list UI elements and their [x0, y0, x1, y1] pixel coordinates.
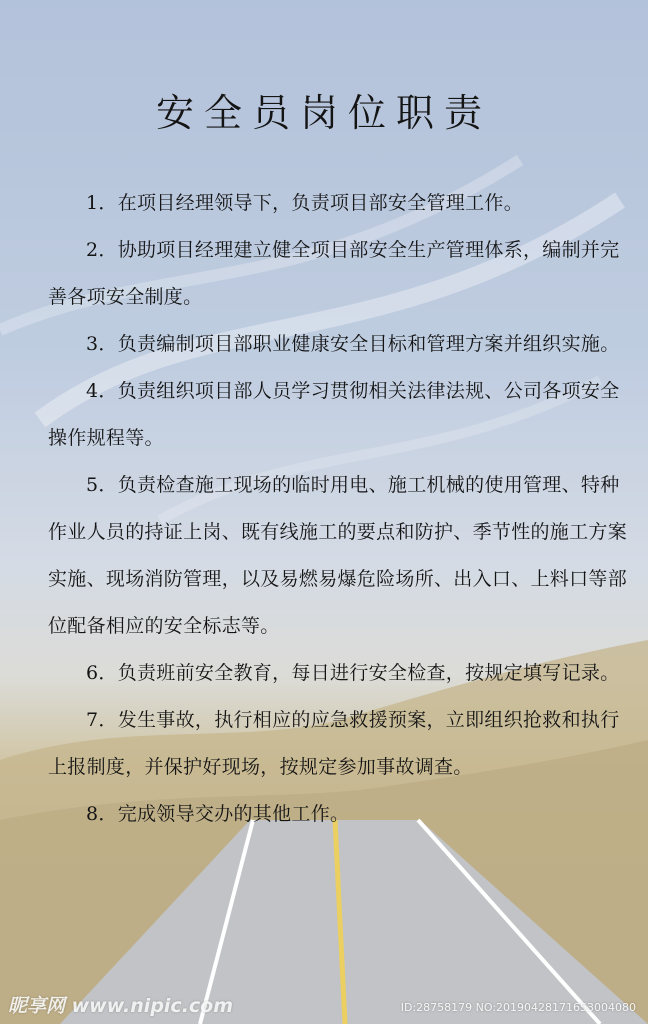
- watermark-id: ID:28758179 NO:20190428171653004080: [400, 1001, 636, 1014]
- duty-item: 1．在项目经理领导下，负责项目部安全管理工作。: [86, 192, 523, 214]
- watermark-brand: 昵享网 www.nipic.com: [8, 995, 234, 1017]
- duty-item: 5．负责检查施工现场的临时用电、施工机械的使用管理、特种作业人员的持证上岗、既有线施工的要点和防护、季节性的施工方案实施、现场消防管理，以及易燃易爆危险场所、出入口、上料口等部位配备相应的安全标志等。: [48, 474, 628, 637]
- duty-item: 8．完成领导交办的其他工作。: [86, 803, 350, 825]
- duty-item: 2．协助项目经理建立健全项目部安全生产管理体系，编制并完善各项安全制度。: [48, 239, 620, 308]
- duty-item: 6．负责班前安全教育，每日进行安全检查，按规定填写记录。: [86, 662, 620, 684]
- duty-list: [48, 180, 628, 838]
- duty-item: 3．负责编制项目部职业健康安全目标和管理方案并组织实施。: [86, 333, 620, 355]
- duty-item: 7．发生事故，执行相应的应急救援预案，立即组织抢救和执行上报制度，并保护好现场，按规定参加事故调查。: [48, 709, 620, 778]
- page-title: 安全员岗位职责: [155, 91, 492, 135]
- duty-item: 4．负责组织项目部人员学习贯彻相关法律法规、公司各项安全操作规程等。: [48, 380, 620, 449]
